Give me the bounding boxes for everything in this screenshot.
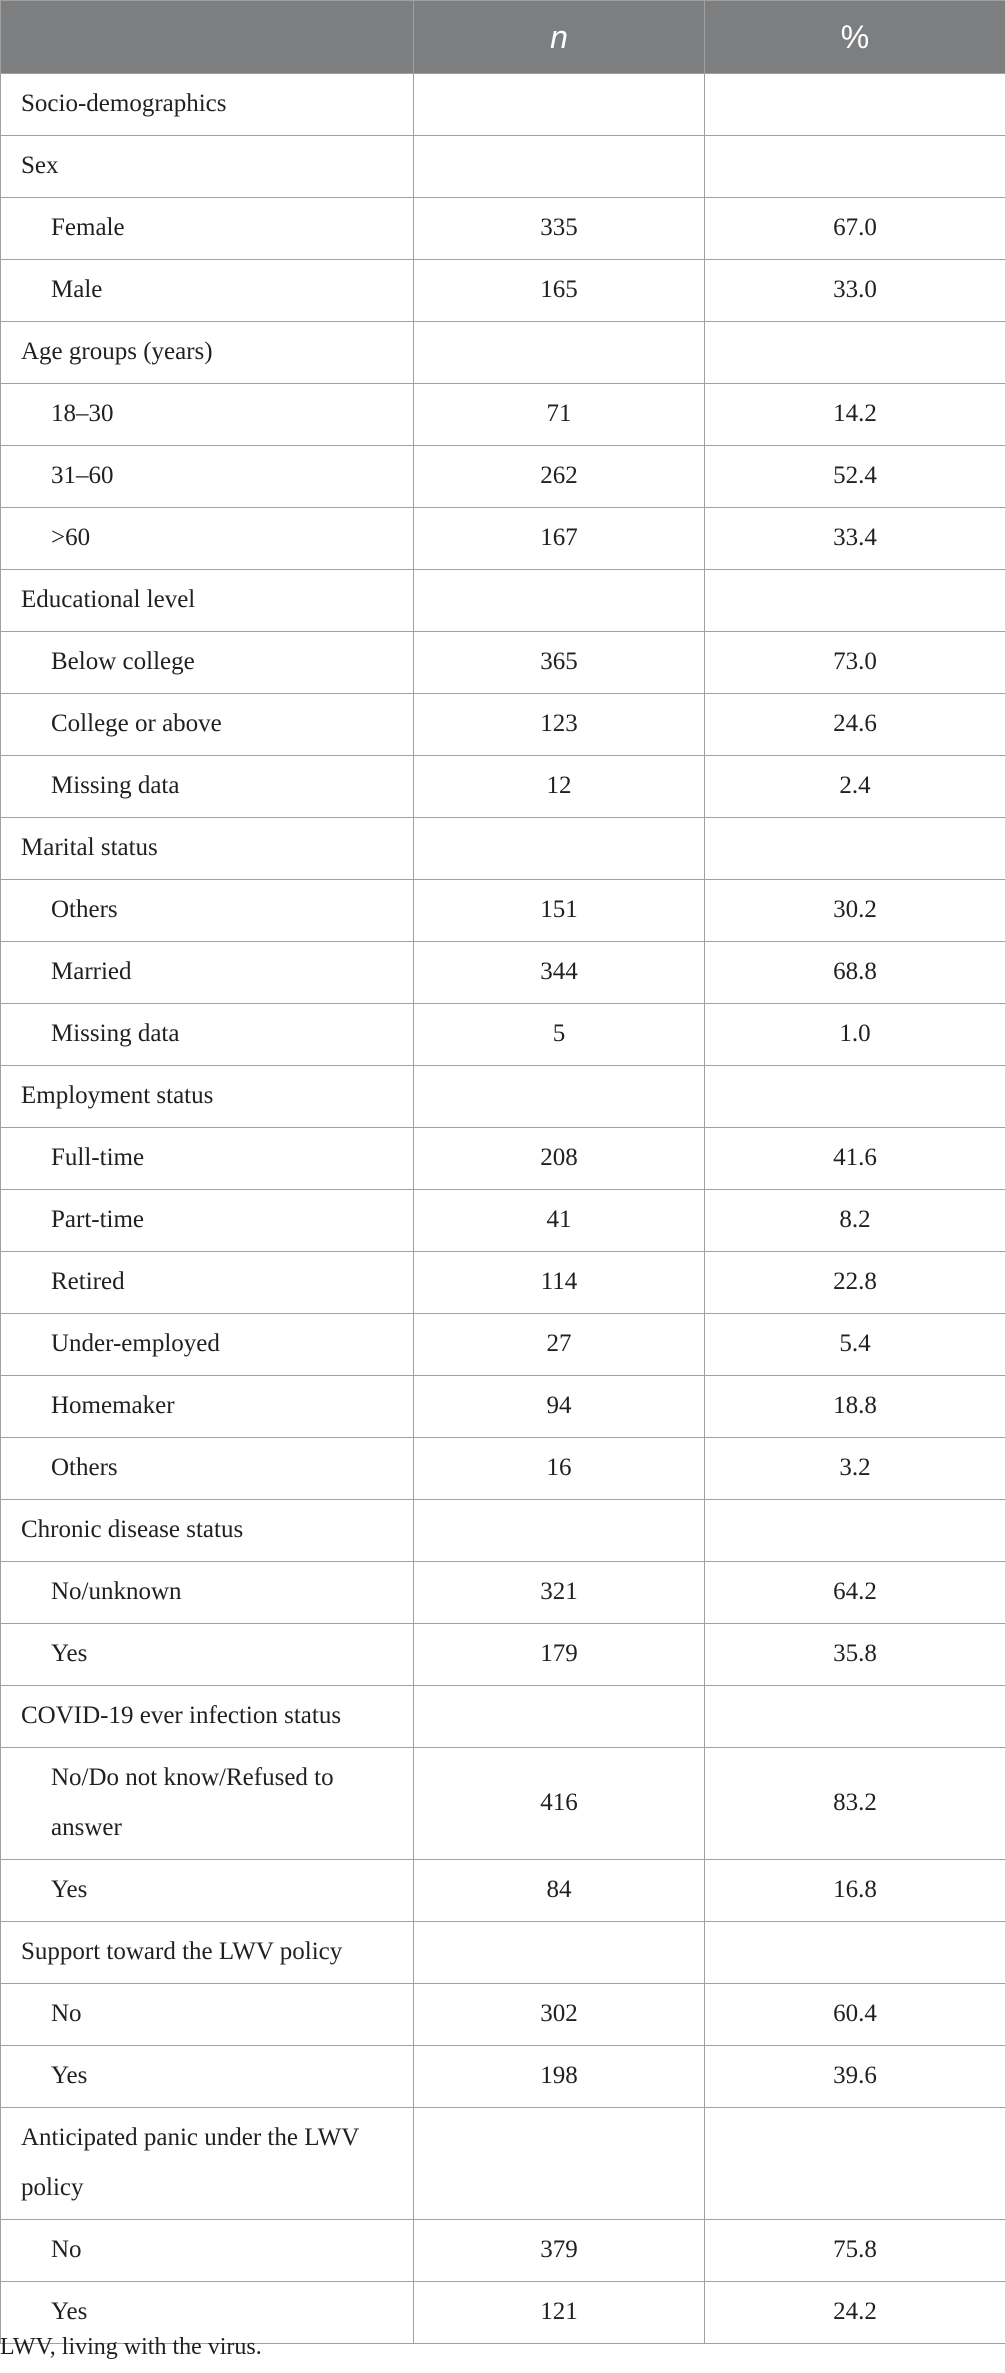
cell-n xyxy=(414,74,705,136)
row-label: Missing data xyxy=(1,1004,414,1066)
table-row xyxy=(1,508,1005,570)
cell-percent: 33.4 xyxy=(705,508,1005,570)
row-label: No/Do not know/Refused to answer xyxy=(1,1748,414,1860)
section-label: Marital status xyxy=(1,818,414,880)
table-row xyxy=(1,1922,1005,1984)
section-label: Age groups (years) xyxy=(1,322,414,384)
header-row xyxy=(1,1,1005,74)
table-row xyxy=(1,1624,1005,1686)
table-row xyxy=(1,632,1005,694)
table-row xyxy=(1,880,1005,942)
cell-n xyxy=(414,570,705,632)
section-label: Socio-demographics xyxy=(1,74,414,136)
row-label: Yes xyxy=(1,1860,414,1922)
section-label: Support toward the LWV policy xyxy=(1,1922,414,1984)
row-label: Retired xyxy=(1,1252,414,1314)
row-label: Under-employed xyxy=(1,1314,414,1376)
cell-percent: 2.4 xyxy=(705,756,1005,818)
cell-percent xyxy=(705,1686,1005,1748)
table-row xyxy=(1,694,1005,756)
cell-percent xyxy=(705,1922,1005,1984)
row-label: Missing data xyxy=(1,756,414,818)
cell-percent: 75.8 xyxy=(705,2220,1005,2282)
table-row xyxy=(1,1438,1005,1500)
row-label: Below college xyxy=(1,632,414,694)
table-footnote: LWV, living with the virus. xyxy=(0,2334,262,2360)
section-label: Sex xyxy=(1,136,414,198)
row-label: Female xyxy=(1,198,414,260)
cell-n: 5 xyxy=(414,1004,705,1066)
row-label: No xyxy=(1,2220,414,2282)
table-body xyxy=(1,74,1005,2344)
cell-percent: 73.0 xyxy=(705,632,1005,694)
table-row xyxy=(1,2220,1005,2282)
cell-n: 41 xyxy=(414,1190,705,1252)
cell-percent: 22.8 xyxy=(705,1252,1005,1314)
table-row xyxy=(1,446,1005,508)
cell-n: 262 xyxy=(414,446,705,508)
table-row xyxy=(1,1190,1005,1252)
cell-percent: 8.2 xyxy=(705,1190,1005,1252)
table-row xyxy=(1,2108,1005,2220)
cell-n: 27 xyxy=(414,1314,705,1376)
table-row xyxy=(1,1686,1005,1748)
cell-percent: 30.2 xyxy=(705,880,1005,942)
header-n: n xyxy=(414,1,705,74)
row-label: >60 xyxy=(1,508,414,570)
cell-percent: 5.4 xyxy=(705,1314,1005,1376)
cell-percent: 18.8 xyxy=(705,1376,1005,1438)
cell-percent: 14.2 xyxy=(705,384,1005,446)
cell-n: 123 xyxy=(414,694,705,756)
cell-n: 121 xyxy=(414,2282,705,2344)
cell-percent xyxy=(705,74,1005,136)
table-row xyxy=(1,1314,1005,1376)
cell-n xyxy=(414,1686,705,1748)
cell-n xyxy=(414,1922,705,1984)
cell-percent xyxy=(705,818,1005,880)
cell-percent: 60.4 xyxy=(705,1984,1005,2046)
cell-n xyxy=(414,136,705,198)
row-label: Married xyxy=(1,942,414,1004)
cell-percent xyxy=(705,136,1005,198)
table-row xyxy=(1,1004,1005,1066)
row-label: Part-time xyxy=(1,1190,414,1252)
cell-n: 379 xyxy=(414,2220,705,2282)
section-label: Employment status xyxy=(1,1066,414,1128)
header-percent: % xyxy=(705,1,1005,74)
table-row xyxy=(1,1562,1005,1624)
table-row xyxy=(1,1984,1005,2046)
cell-percent: 3.2 xyxy=(705,1438,1005,1500)
table-row xyxy=(1,198,1005,260)
cell-n: 12 xyxy=(414,756,705,818)
row-label: Others xyxy=(1,880,414,942)
row-label: Full-time xyxy=(1,1128,414,1190)
row-label: No xyxy=(1,1984,414,2046)
row-label: 18–30 xyxy=(1,384,414,446)
table-row xyxy=(1,1066,1005,1128)
cell-n: 71 xyxy=(414,384,705,446)
cell-percent xyxy=(705,2108,1005,2220)
row-label: No/unknown xyxy=(1,1562,414,1624)
cell-percent xyxy=(705,1500,1005,1562)
cell-percent: 35.8 xyxy=(705,1624,1005,1686)
cell-n xyxy=(414,818,705,880)
cell-percent: 68.8 xyxy=(705,942,1005,1004)
cell-n xyxy=(414,2108,705,2220)
row-label: College or above xyxy=(1,694,414,756)
cell-n: 179 xyxy=(414,1624,705,1686)
table-row xyxy=(1,942,1005,1004)
cell-n: 198 xyxy=(414,2046,705,2108)
table-row xyxy=(1,322,1005,384)
cell-n: 302 xyxy=(414,1984,705,2046)
table-row xyxy=(1,570,1005,632)
cell-n xyxy=(414,1066,705,1128)
table-row xyxy=(1,1748,1005,1860)
cell-percent: 24.6 xyxy=(705,694,1005,756)
cell-n: 344 xyxy=(414,942,705,1004)
cell-percent: 1.0 xyxy=(705,1004,1005,1066)
section-label: Anticipated panic under the LWV policy xyxy=(1,2108,414,2220)
table-row xyxy=(1,384,1005,446)
cell-percent: 33.0 xyxy=(705,260,1005,322)
cell-percent: 39.6 xyxy=(705,2046,1005,2108)
table-row xyxy=(1,1252,1005,1314)
cell-n: 321 xyxy=(414,1562,705,1624)
table-row xyxy=(1,756,1005,818)
cell-percent: 64.2 xyxy=(705,1562,1005,1624)
cell-percent: 83.2 xyxy=(705,1748,1005,1860)
table-row xyxy=(1,1860,1005,1922)
cell-percent: 41.6 xyxy=(705,1128,1005,1190)
cell-n: 335 xyxy=(414,198,705,260)
table-row xyxy=(1,1376,1005,1438)
cell-n: 94 xyxy=(414,1376,705,1438)
cell-n: 165 xyxy=(414,260,705,322)
cell-n xyxy=(414,322,705,384)
table-row xyxy=(1,136,1005,198)
cell-percent: 52.4 xyxy=(705,446,1005,508)
section-label: Chronic disease status xyxy=(1,1500,414,1562)
cell-percent: 24.2 xyxy=(705,2282,1005,2344)
row-label: Yes xyxy=(1,2282,414,2344)
cell-n: 365 xyxy=(414,632,705,694)
cell-n: 114 xyxy=(414,1252,705,1314)
row-label: Others xyxy=(1,1438,414,1500)
cell-n: 167 xyxy=(414,508,705,570)
cell-percent xyxy=(705,570,1005,632)
table-row xyxy=(1,818,1005,880)
row-label: Yes xyxy=(1,2046,414,2108)
cell-n: 84 xyxy=(414,1860,705,1922)
row-label: Male xyxy=(1,260,414,322)
table-row xyxy=(1,74,1005,136)
row-label: Yes xyxy=(1,1624,414,1686)
cell-n: 151 xyxy=(414,880,705,942)
cell-percent: 67.0 xyxy=(705,198,1005,260)
table-row xyxy=(1,1128,1005,1190)
cell-percent: 16.8 xyxy=(705,1860,1005,1922)
cell-n xyxy=(414,1500,705,1562)
row-label: 31–60 xyxy=(1,446,414,508)
table-row xyxy=(1,260,1005,322)
cell-n: 208 xyxy=(414,1128,705,1190)
row-label: Homemaker xyxy=(1,1376,414,1438)
cell-percent xyxy=(705,322,1005,384)
table-row xyxy=(1,1500,1005,1562)
cell-n: 16 xyxy=(414,1438,705,1500)
section-label: Educational level xyxy=(1,570,414,632)
cell-n: 416 xyxy=(414,1748,705,1860)
cell-percent xyxy=(705,1066,1005,1128)
table-row xyxy=(1,2046,1005,2108)
header-label xyxy=(1,1,414,74)
section-label: COVID-19 ever infection status xyxy=(1,1686,414,1748)
